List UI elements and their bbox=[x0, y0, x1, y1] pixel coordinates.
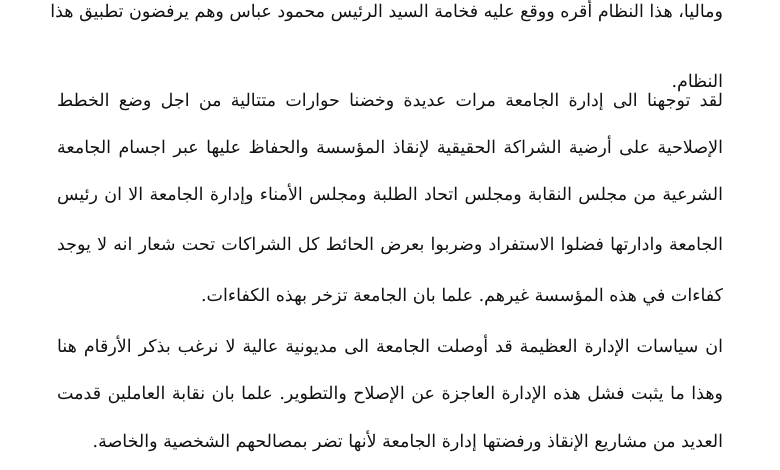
text-line-7: كفاءات في هذه المؤسسة غيرهم. علما بان الجامعة تزخر بهذه الكفاءات. bbox=[200, 286, 723, 306]
text-line-4: الإصلاحية على أرضية الشراكة الحقيقية لإنقاذ المؤسسة والحفاظ عليها عبر اجسام الجامعة bbox=[57, 138, 723, 158]
text-line-5: الشرعية من مجلس النقابة ومجلس اتحاد الطلبة ومجلس الأمناء وإدارة الجامعة الا ان رئيس bbox=[57, 185, 723, 205]
text-line-9: وهذا ما يثبت فشل هذه الإدارة العاجزة عن الإصلاح والتطوير. علما بان نقابة العاملين قدمت bbox=[57, 384, 723, 404]
text-line-8: ان سياسات الإدارة العظيمة قد أوصلت الجامعة الى مديونية عالية لا نرغب بذكر الأرقام هنا bbox=[57, 337, 723, 357]
text-line-2: النظام. bbox=[671, 72, 723, 92]
text-line-3: لقد توجهنا الى إدارة الجامعة مرات عديدة وخضنا حوارات متتالية من اجل وضع الخطط bbox=[57, 91, 723, 111]
text-line-6: الجامعة وادارتها فضلوا الاستفراد وضربوا بعرض الحائط كل الشراكات تحت شعار انه لا يوجد bbox=[57, 235, 723, 255]
text-line-1: وماليا، هذا النظام أقره ووقع عليه فخامة السيد الرئيس محمود عباس وهم يرفضون تطبيق هذا bbox=[50, 2, 723, 22]
text-line-10: العديد من مشاريع الإنقاذ ورفضتها إدارة الجامعة لأنها تضر بمصالحهم الشخصية والخاصة. bbox=[92, 432, 723, 452]
